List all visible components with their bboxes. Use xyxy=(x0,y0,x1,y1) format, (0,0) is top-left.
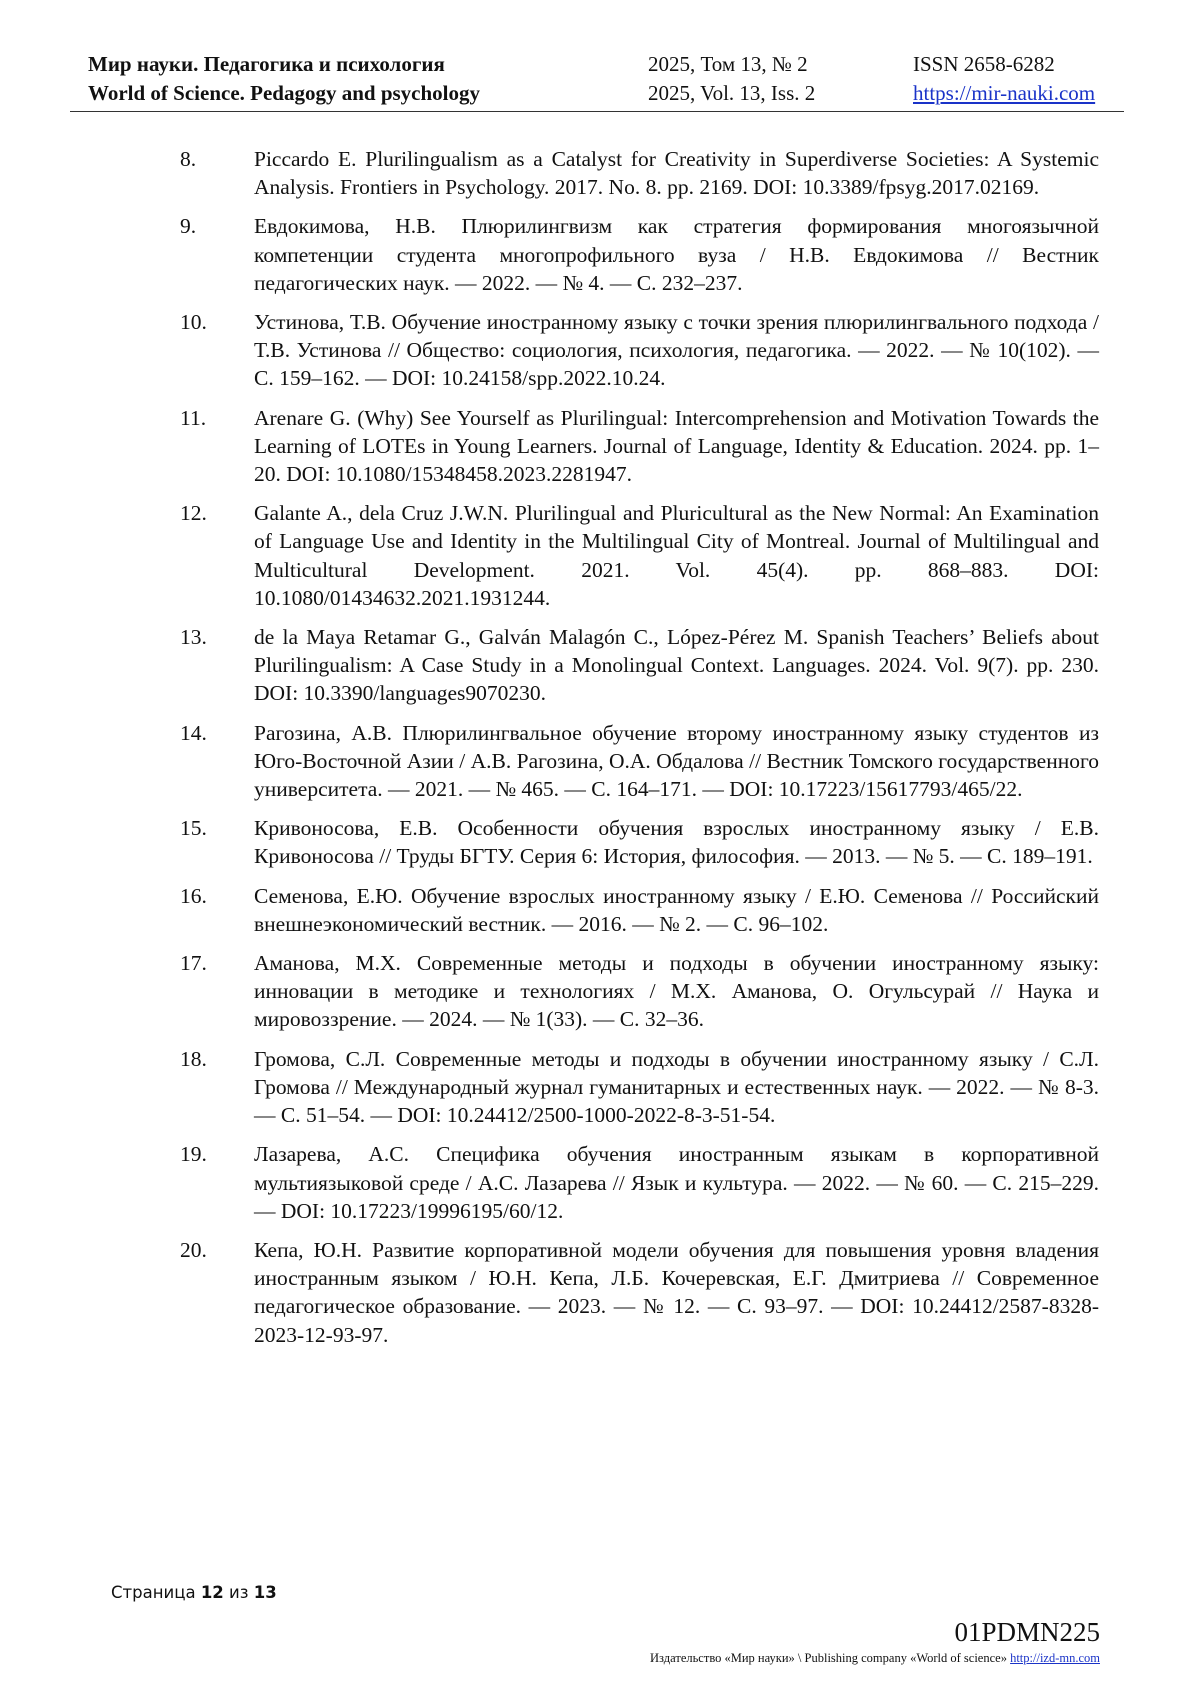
reference-item xyxy=(180,404,1099,489)
page-counter xyxy=(111,1583,277,1602)
reference-number: 11. xyxy=(180,405,207,430)
reference-text: Семенова, Е.Ю. Обучение взрослых иностранному языку / Е.Ю. Семенова // Российский внешнеэкономический вестник. — 2016. — № 2. — С. 96–102. xyxy=(254,883,1099,936)
journal-title-en: World of Science. Pedagogy and psychology xyxy=(88,81,481,105)
reference-number: 20. xyxy=(180,1237,207,1262)
page-current: 12 xyxy=(200,1583,224,1602)
reference-list xyxy=(180,145,1099,1360)
reference-item xyxy=(180,949,1099,1034)
reference-item xyxy=(180,1045,1099,1130)
reference-number: 12. xyxy=(180,501,207,526)
document-code: 01PDMN225 xyxy=(954,1617,1100,1647)
reference-text: Аманова, М.Х. Современные методы и подходы в обучении иностранному языку: инновации в методике и технологиях / М.Х. Аманова, О. Огульсурай // Наука и мировоззрение. — 2024. — № 1(33). — С. 32–36. xyxy=(254,951,1099,1032)
page-total: 13 xyxy=(253,1583,277,1602)
journal-title-ru: Мир науки. Педагогика и психология xyxy=(88,52,445,76)
reference-item xyxy=(180,212,1099,297)
reference-item xyxy=(180,499,1099,612)
reference-number: 9. xyxy=(180,214,197,239)
page-of-label: из xyxy=(229,1583,249,1602)
reference-text: Кепа, Ю.Н. Развитие корпоративной модели обучения для повышения уровня владения иностранным языком / Ю.Н. Кепа, Л.Б. Кочеревская, Е.Г. Дмитриева // Современное педагогическое образование. — 2023. — № 12. — С. 93–97. — DOI: 10.24412/2587-8328-2023-12-93-97. xyxy=(254,1237,1099,1347)
reference-item xyxy=(180,1140,1099,1225)
publisher-link[interactable]: http://izd-mn.com xyxy=(1010,1651,1100,1665)
reference-number: 10. xyxy=(180,310,207,335)
volume-en: 2025, Vol. 13, Iss. 2 xyxy=(648,81,816,105)
page-header xyxy=(70,50,1120,110)
reference-number: 8. xyxy=(180,147,197,171)
reference-item xyxy=(180,1236,1099,1349)
reference-text: Устинова, Т.В. Обучение иностранному языку с точки зрения плюрилингвального подхода / Т.В. Устинова // Общество: социология, психология, педагогика. — 2022. — № 10(102). — С. 159–162. — DOI: 10.24158/spp.2022.10.24. xyxy=(254,310,1099,391)
reference-text: Piccardo E. Plurilingualism as a Catalyst for Creativity in Superdiverse Societies: A Systemic Analysis. Frontiers in Psychology. 2017. No. 8. pp. 2169. DOI: 10.3389/fpsyg.2017.02169. xyxy=(254,147,1099,200)
reference-number: 18. xyxy=(180,1046,207,1071)
reference-item xyxy=(180,882,1099,938)
reference-item xyxy=(180,308,1099,393)
reference-number: 15. xyxy=(180,816,207,841)
reference-text: Arenare G. (Why) See Yourself as Plurilingual: Intercomprehension and Motivation Towards the Learning of LOTEs in Young Learners. Journal of Language, Identity & Education. 2024. pp. 1–20. DOI: 10.1080/15348458.2023.2281947. xyxy=(254,405,1099,487)
volume-info xyxy=(648,50,815,108)
publisher-line xyxy=(650,1651,1100,1666)
reference-text: Galante A., dela Cruz J.W.N. Plurilingual and Pluricultural as the New Normal: An Examination of Language Use and Identity in the Multilingual City of Montreal. Journal of Multilingual and Multicultural Development. 2021. Vol. 45(4). pp. 868–883. DOI: 10.1080/01434632.2021.1931244. xyxy=(254,501,1099,610)
reference-number: 16. xyxy=(180,883,207,908)
page-label: Страница xyxy=(111,1583,196,1602)
reference-text: Рагозина, А.В. Плюрилингвальное обучение второму иностранному языку студентов из Юго-Восточной Азии / А.В. Рагозина, О.А. Обдалова // Вестник Томского государственного университета. — 2021. — № 465. — С. 164–171. — DOI: 10.17223/15617793/465/22. xyxy=(254,720,1099,802)
volume-ru: 2025, Том 13, № 2 xyxy=(648,52,808,76)
reference-number: 14. xyxy=(180,720,207,745)
issn: ISSN 2658-6282 xyxy=(913,52,1055,76)
publisher-text: Издательство «Мир науки» \ Publishing company «World of science» xyxy=(650,1651,1007,1665)
reference-number: 17. xyxy=(180,951,207,976)
reference-number: 19. xyxy=(180,1142,207,1167)
reference-text: Евдокимова, Н.В. Плюрилингвизм как стратегия формирования многоязычной компетенции студента многопрофильного вуза / Н.В. Евдокимова // Вестник педагогических наук. — 2022. — № 4. — С. 232–237. xyxy=(254,214,1099,295)
reference-text: Кривоносова, Е.В. Особенности обучения взрослых иностранному языку / Е.В. Кривоносова // Труды БГТУ. Серия 6: История, философия. — 2013. — № 5. — С. 189–191. xyxy=(254,816,1099,869)
reference-item xyxy=(180,623,1099,708)
reference-item xyxy=(180,814,1099,870)
reference-text: de la Maya Retamar G., Galván Malagón C., López-Pérez M. Spanish Teachers’ Beliefs about Plurilingualism: A Case Study in a Monolingual Context. Languages. 2024. Vol. 9(7). pp. 230. DOI: 10.3390/languages9070230. xyxy=(254,625,1099,706)
reference-item xyxy=(180,145,1099,201)
reference-number: 13. xyxy=(180,625,207,650)
reference-item xyxy=(180,719,1099,804)
journal-url-link[interactable]: https://mir-nauki.com xyxy=(913,81,1096,105)
reference-text: Громова, С.Л. Современные методы и подходы в обучении иностранному языку / С.Л. Громова // Международный журнал гуманитарных и естественных наук. — 2022. — № 8-3. — С. 51–54. — DOI: 10.24412/2500-1000-2022-8-3-51-54. xyxy=(254,1046,1099,1128)
journal-title xyxy=(88,50,480,108)
reference-text: Лазарева, А.С. Специфика обучения иностранным языкам в корпоративной мультиязыковой среде / А.С. Лазарева // Язык и культура. — 2022. — № 60. — С. 215–229. — DOI: 10.17223/19996195/60/12. xyxy=(254,1142,1099,1223)
header-divider xyxy=(70,111,1124,112)
issn-info xyxy=(913,50,1095,108)
